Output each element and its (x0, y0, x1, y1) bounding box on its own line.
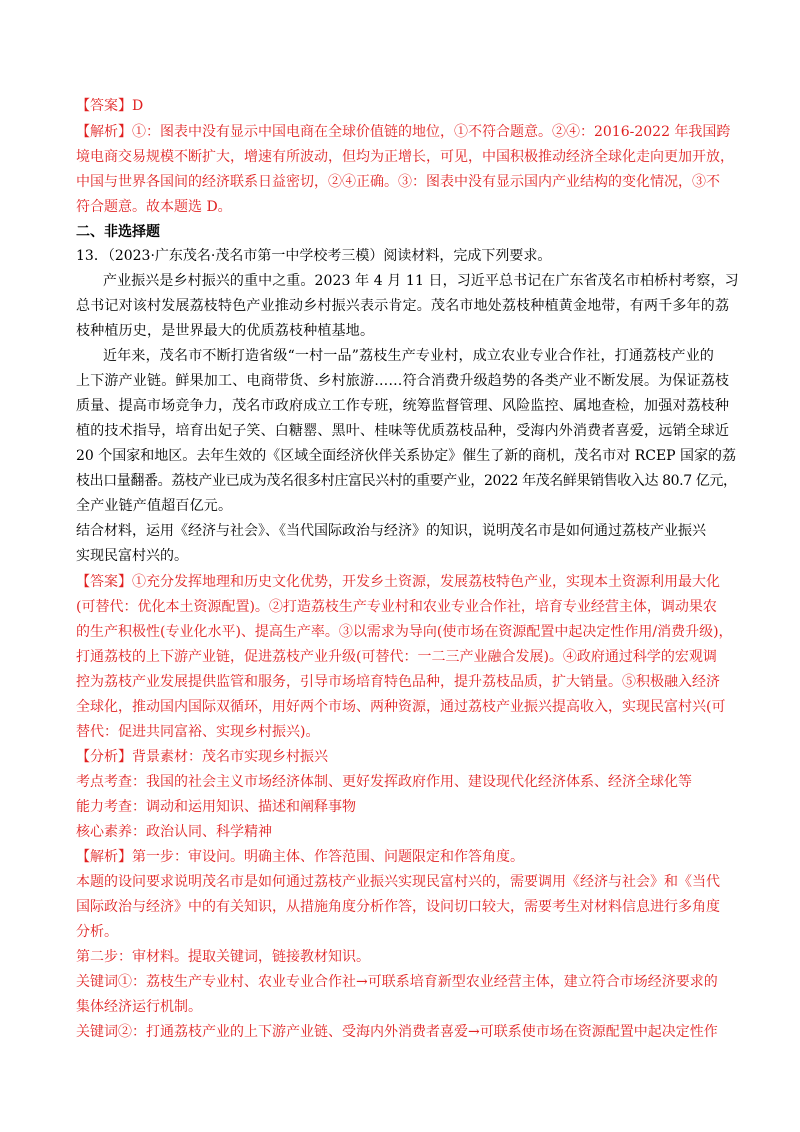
material-line: 总书记对该村发展荔枝特色产业推动乡村振兴表示肯定。茂名市地处荔枝种植黄金地带，有两千多年的荔 (76, 298, 730, 314)
answer-q13-line: 【答案】①充分发挥地理和历史文化优势，开发乡土资源，发展荔枝特色产业，实现本土资源利用最大化 (76, 574, 720, 590)
answer-q13-line: 控为荔枝产业发展提供监管和服务，引导市场培育特色品种，提升荔枝品质，扩大销量。⑤积极融入经济 (76, 674, 720, 690)
analysis-q12-line: 符合题意。故本题选 D。 (76, 199, 232, 215)
answer-q13-line: 替代：促进共同富裕、实现乡村振兴)。 (76, 724, 320, 740)
answer-q12: 【答案】D (76, 98, 144, 114)
answer-q13-line: (可替代：优化本土资源配置)。②打造荔枝生产专业村和农业专业合作社，培育专业经营主体，调动果农 (76, 599, 717, 615)
material-line: 植的技术指导，培育出妃子笑、白糖罂、黑叶、桂味等优质荔枝品种，受海内外消费者喜爱，远销全球近 (76, 423, 730, 439)
analysis-kaodian: 考点考查：我国的社会主义市场经济体制、更好发挥政府作用、建设现代化经济体系、经济全球化等 (76, 774, 692, 790)
material-line: 20 个国家和地区。去年生效的《区域全面经济伙伴关系协定》催生了新的商机，茂名市对 RCEP 国家的荔 (76, 448, 737, 464)
keyword-2-line: 关键词②：打通荔枝产业的上下游产业链、受海内外消费者喜爱→可联系使市场在资源配置中起决定性作 (76, 1024, 718, 1040)
section-heading: 二、非选择题 (76, 224, 160, 240)
question-13-header: 13．（2023·广东茂名·茂名市第一中学校考三模）阅读材料，完成下列要求。 (76, 248, 552, 264)
material-line: 全产业链产值超百亿元。 (76, 498, 233, 514)
keyword-1-line: 集体经济运行机制。 (76, 999, 202, 1015)
analysis-step1-body: 本题的设问要求说明茂名市是如何通过荔枝产业振兴实现民富村兴的，需要调用《经济与社会》和《当代 (76, 874, 720, 890)
answer-q13-line: 打通荔枝的上下游产业链，促进荔枝产业升级(可替代：一二三产业融合发展)。④政府通过科学的宏观调 (76, 649, 717, 665)
analysis-step1-body: 分析。 (76, 924, 118, 940)
keyword-1-line: 关键词①：荔枝生产专业村、农业专业合作社→可联系培育新型农业经营主体，建立符合市场经济要求的 (76, 974, 718, 990)
answer-q13-line: 全球化，推动国内国际双循环，用好两个市场、两种资源，通过荔枝产业振兴提高收入，实现民富村兴(可 (76, 699, 726, 715)
question-prompt-line: 结合材料，运用《经济与社会》、《当代国际政治与经济》的知识，说明茂名市是如何通过荔枝产业振兴 (76, 523, 706, 539)
analysis-step1: 【解析】第一步：审设问。明确主体、作答范围、问题限定和作答角度。 (76, 849, 524, 865)
analysis-q12-line: 【解析】①：图表中没有显示中国电商在全球价值链的地位，①不符合题意。②④：2016-2022 年我国跨 (76, 124, 731, 140)
question-prompt-line: 实现民富村兴的。 (76, 548, 188, 564)
material-line: 产业振兴是乡村振兴的重中之重。2023 年 4 月 11 日，习近平总书记在广东省茂名市柏桥村考察，习 (103, 273, 739, 289)
analysis-step2: 第二步：审材料。提取关键词，链接教材知识。 (76, 949, 370, 965)
analysis-step1-body: 国际政治与经济》中的有关知识，从措施角度分析作答，设问切口较大，需要考生对材料信息进行多角度 (76, 899, 720, 915)
analysis-suyang: 核心素养：政治认同、科学精神 (76, 824, 272, 840)
material-line: 枝出口量翻番。荔枝产业已成为茂名很多村庄富民兴村的重要产业，2022 年茂名鲜果销售收入达 80.7 亿元， (76, 473, 737, 489)
answer-q13-line: 的生产积极性(专业化水平)、提高生产率。③以需求为导向(使市场在资源配置中起决定性作用/消费升级)， (76, 624, 733, 640)
material-line: 近年来，茂名市不断打造省级“一村一品”荔枝生产专业村，成立农业专业合作社，打通荔枝产业的 (103, 348, 715, 364)
analysis-background: 【分析】背景素材：茂名市实现乡村振兴 (76, 749, 328, 765)
material-line: 枝种植历史，是世界最大的优质荔枝种植基地。 (76, 323, 375, 339)
analysis-nengli: 能力考查：调动和运用知识、描述和阐释事物 (76, 799, 356, 815)
analysis-q12-line: 境电商交易规模不断扩大，增速有所波动，但均为正增长，可见，中国积极推动经济全球化走向更加开放， (76, 149, 734, 165)
analysis-q12-line: 中国与世界各国间的经济联系日益密切，②④正确。③：图表中没有显示国内产业结构的变化情况，③不 (76, 174, 720, 190)
material-line: 上下游产业链。鲜果加工、电商带货、乡村旅游……符合消费升级趋势的各类产业不断发展。为保证荔枝 (76, 373, 730, 389)
material-line: 质量、提高市场竞争力，茂名市政府成立工作专班，统筹监督管理、风险监控、属地查检，加强对荔枝种 (76, 398, 730, 414)
